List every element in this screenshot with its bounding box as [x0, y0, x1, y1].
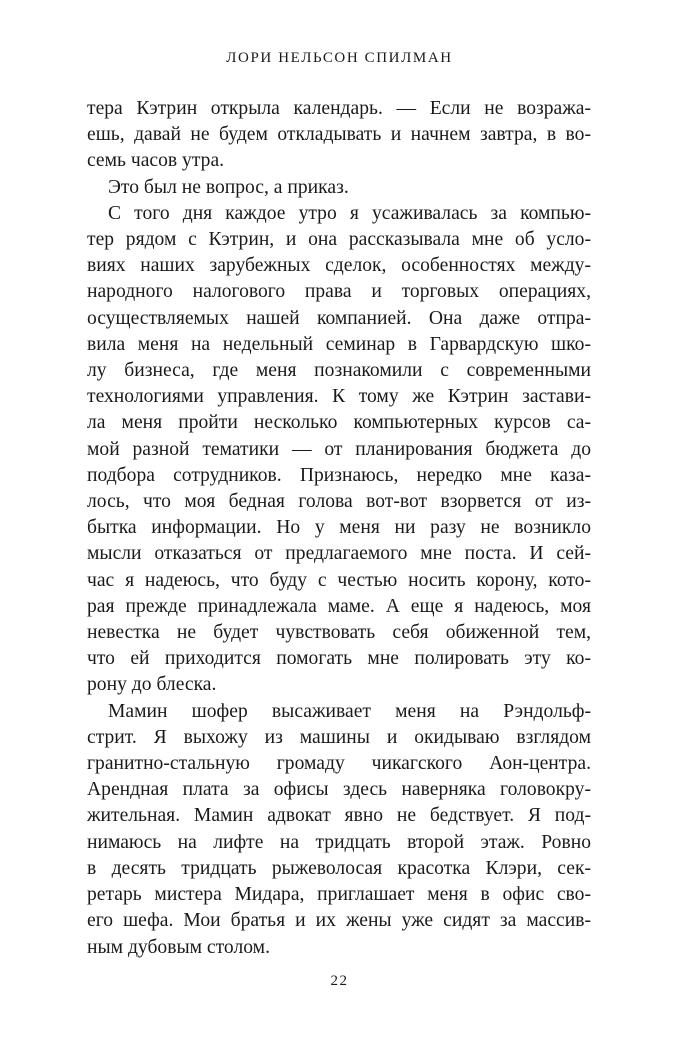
running-head-author: ЛОРИ НЕЛЬСОН СПИЛМАН: [226, 50, 453, 66]
text-line: виях наших зарубежных сделок, особенностях между-: [87, 255, 591, 277]
text-line: рону до блеска.: [87, 674, 217, 696]
text-line: народного налогового права и торговых операциях,: [87, 281, 591, 303]
text-line: подбора сотрудников. Признаюсь, нередко мне каза-: [87, 464, 591, 486]
text-line: час я надеюсь, что буду с честью носить корону, кото-: [87, 569, 591, 591]
text-line: рая прежде принадлежала маме. А еще я надеюсь, моя: [87, 595, 591, 617]
text-line: технологиями управления. К тому же Кэтрин застави-: [87, 386, 591, 408]
text-line: Мамин шофер высаживает меня на Рэндольф-: [108, 700, 591, 722]
body-text: [87, 96, 591, 961]
text-line: ретарь мистера Мидара, приглашает меня в офис сво-: [87, 884, 591, 906]
text-line: мысли отказаться от предлагаемого мне поста. И сей-: [87, 543, 591, 565]
text-line: вила меня на недельный семинар в Гарвардскую шко-: [87, 333, 591, 355]
text-line: в десять тридцать рыжеволосая красотка Клэри, сек-: [87, 857, 591, 879]
text-line: Арендная плата за офисы здесь наверняка головокру-: [87, 779, 591, 801]
text-line: осуществляемых нашей компанией. Она даже отпра-: [87, 307, 591, 329]
text-line: ешь, давай не будем откладывать и начнем завтра, в во-: [87, 124, 591, 146]
text-line: невестка не будет чувствовать себя обиженной тем,: [87, 622, 591, 644]
text-line: лу бизнеса, где меня познакомили с современными: [87, 360, 591, 382]
text-line: Это был не вопрос, а приказ.: [108, 176, 349, 198]
text-line: ным дубовым столом.: [87, 936, 270, 958]
text-line: ла меня пройти несколько компьютерных курсов са-: [87, 412, 591, 434]
text-line: тера Кэтрин открыла календарь. — Если не возража-: [87, 98, 591, 119]
text-line: тер рядом с Кэтрин, и она рассказывала мне об усло-: [87, 229, 591, 251]
text-line: нимаюсь на лифте на тридцать второй этаж. Ровно: [87, 831, 591, 853]
text-line: его шефа. Мои братья и их жены уже сидят за массив-: [87, 910, 591, 932]
text-line: С того дня каждое утро я усаживалась за компью-: [108, 202, 591, 224]
text-line: гранитно-стальную громаду чикагского Аон-центра.: [87, 753, 591, 775]
page-number: 22: [330, 973, 349, 989]
text-line: стрит. Я выхожу из машины и окидываю взглядом: [87, 726, 591, 748]
text-line: мой разной тематики — от планирования бюджета до: [87, 438, 591, 460]
text-line: что ей приходится помогать мне полировать эту ко-: [87, 648, 591, 670]
text-line: семь часов утра.: [87, 150, 225, 172]
text-line: бытка информации. Но у меня ни разу не возникло: [87, 517, 591, 539]
text-line: жительная. Мамин адвокат явно не бедствует. Я под-: [87, 805, 591, 827]
text-line: лось, что моя бедная голова вот-вот взорвется от из-: [87, 491, 591, 513]
